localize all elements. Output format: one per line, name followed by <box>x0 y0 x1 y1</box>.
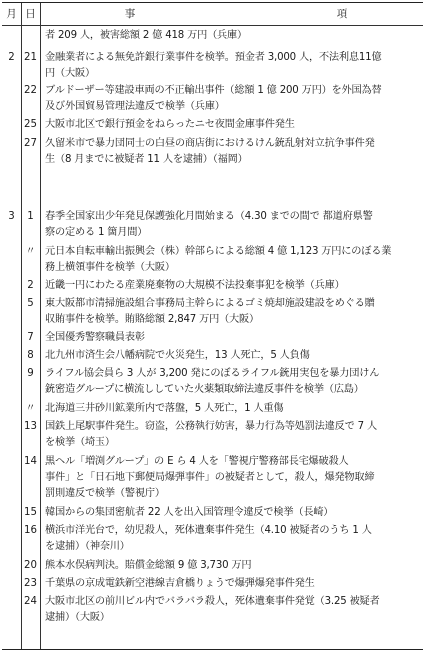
entry-day: 21 <box>24 52 37 63</box>
entry-month: 2 <box>8 52 15 63</box>
entry-day: 23 <box>24 578 37 589</box>
entry-text: 横浜市洋光台で，幼児殺人，死体遺棄事件発生（4.10 被疑者のうち 1 人 を逮捕）（神奈川） <box>45 525 372 552</box>
entry-day: 22 <box>24 85 37 96</box>
entry-text: 元日本自転車輸出振興会（株）幹部らによる総額 4 億 1,123 万円にのぼる業 務上横領事件を検挙（大阪） <box>45 246 392 273</box>
entry-day: 〃 <box>25 403 36 414</box>
entry-day: 〃 <box>25 246 36 257</box>
entry-day: 5 <box>27 298 34 309</box>
entry-day: 27 <box>24 138 37 149</box>
entry-day: 7 <box>27 332 34 343</box>
month-column-header: 月 <box>6 8 17 20</box>
column-divider <box>21 3 22 649</box>
entry-day: 9 <box>27 368 34 379</box>
entry-text: 東大阪都市清掃施設組合事務局主幹らによるゴミ焼却施設建設をめぐる贈 収賄事件を検挙。賄賂総額 2,847 万円（大阪） <box>45 298 375 325</box>
entry-day: 8 <box>27 350 34 361</box>
header-divider <box>2 25 423 26</box>
entry-text: 大阪市北区で銀行預金をねらったニセ夜間金庫事件発生 <box>45 119 295 130</box>
entry-text: 久留米市で暴力団同士の白昼の商店街におけるけん銃乱射対立抗争事件発 生（8 月までに被疑者 11 人を逮捕）（福岡） <box>45 138 375 165</box>
entry-day: 13 <box>24 421 37 432</box>
entry-text: 千葉県の京成電鉄新空港線吉倉橋りょうで爆弾爆発事件発生 <box>45 578 315 589</box>
entry-text: 北海道三井砂川鉱業所内で落盤，5 人死亡，1 人重傷 <box>45 403 284 414</box>
entry-day: 24 <box>24 596 37 607</box>
entry-day: 25 <box>24 119 37 130</box>
day-column-header: 日 <box>25 8 36 20</box>
entry-day: 15 <box>24 507 37 518</box>
entry-text: 黒ヘル「増渕グループ」の E ら 4 人を「警視庁警務部長宅爆破殺人 事件」と「日石地下郵便局爆弾事件」の被疑者として，殺人，爆発物取締 罰則違反で検挙（警視庁） <box>45 456 375 499</box>
entry-text: 者 209 人，被害総額 2 億 418 万円（兵庫） <box>45 30 248 41</box>
entry-text: 近畿一円にわたる産業廃棄物の大規模不法投棄事犯を検挙（兵庫） <box>45 280 345 291</box>
entry-text: 韓国からの集団密航者 22 人を出入国管理令違反で検挙（長崎） <box>45 507 334 518</box>
entry-day: 16 <box>24 525 37 536</box>
item-column-header: 項 <box>336 8 348 20</box>
item-column-header: 事 <box>124 8 136 20</box>
entry-text: 全国優秀警察職員表彰 <box>45 332 145 343</box>
entry-text: ライフル協会員ら 3 人が 3,200 発にのぼるライフル銃用実包を暴力団けん 銃密造グループに横流ししていた火薬類取締法違反事件を検挙（広島） <box>45 368 380 395</box>
entry-month: 3 <box>8 211 15 222</box>
chronology-table <box>2 2 423 650</box>
entry-text: 大阪市北区の前川ビル内でバラバラ殺人，死体遺棄事件発覚（3.25 被疑者 逮捕）（大阪） <box>45 596 380 623</box>
entry-day: 1 <box>27 211 34 222</box>
entry-text: ブルドーザー等建設車両の不正輸出事件（総額 1 億 200 万円）を外国為替 及び外国貿易管理法違反で検挙（兵庫） <box>45 85 382 112</box>
entry-text: 国鉄上尾駅事件発生。窃盗，公務執行妨害，暴力行為等処罰法違反で 7 人 を検挙（埼玉） <box>45 421 377 448</box>
entry-text: 北九州市済生会八幡病院で火災発生，13 人死亡，5 人負傷 <box>45 350 310 361</box>
entry-text: 熊本水俣病判決。賠償金総額 9 億 3,730 万円 <box>45 560 252 571</box>
entry-text: 金融業者による無免許銀行業事件を検挙。預金者 3,000 人，不法利息11億 円（大阪） <box>45 52 382 79</box>
entry-day: 14 <box>24 456 37 467</box>
entry-day: 20 <box>24 560 37 571</box>
entry-text: 春季全国家出少年発見保護強化月間始まる（4.30 までの間で 都道府県警 察の定める 1 箇月間） <box>45 211 373 238</box>
column-divider <box>40 3 41 649</box>
entry-day: 2 <box>27 280 34 291</box>
